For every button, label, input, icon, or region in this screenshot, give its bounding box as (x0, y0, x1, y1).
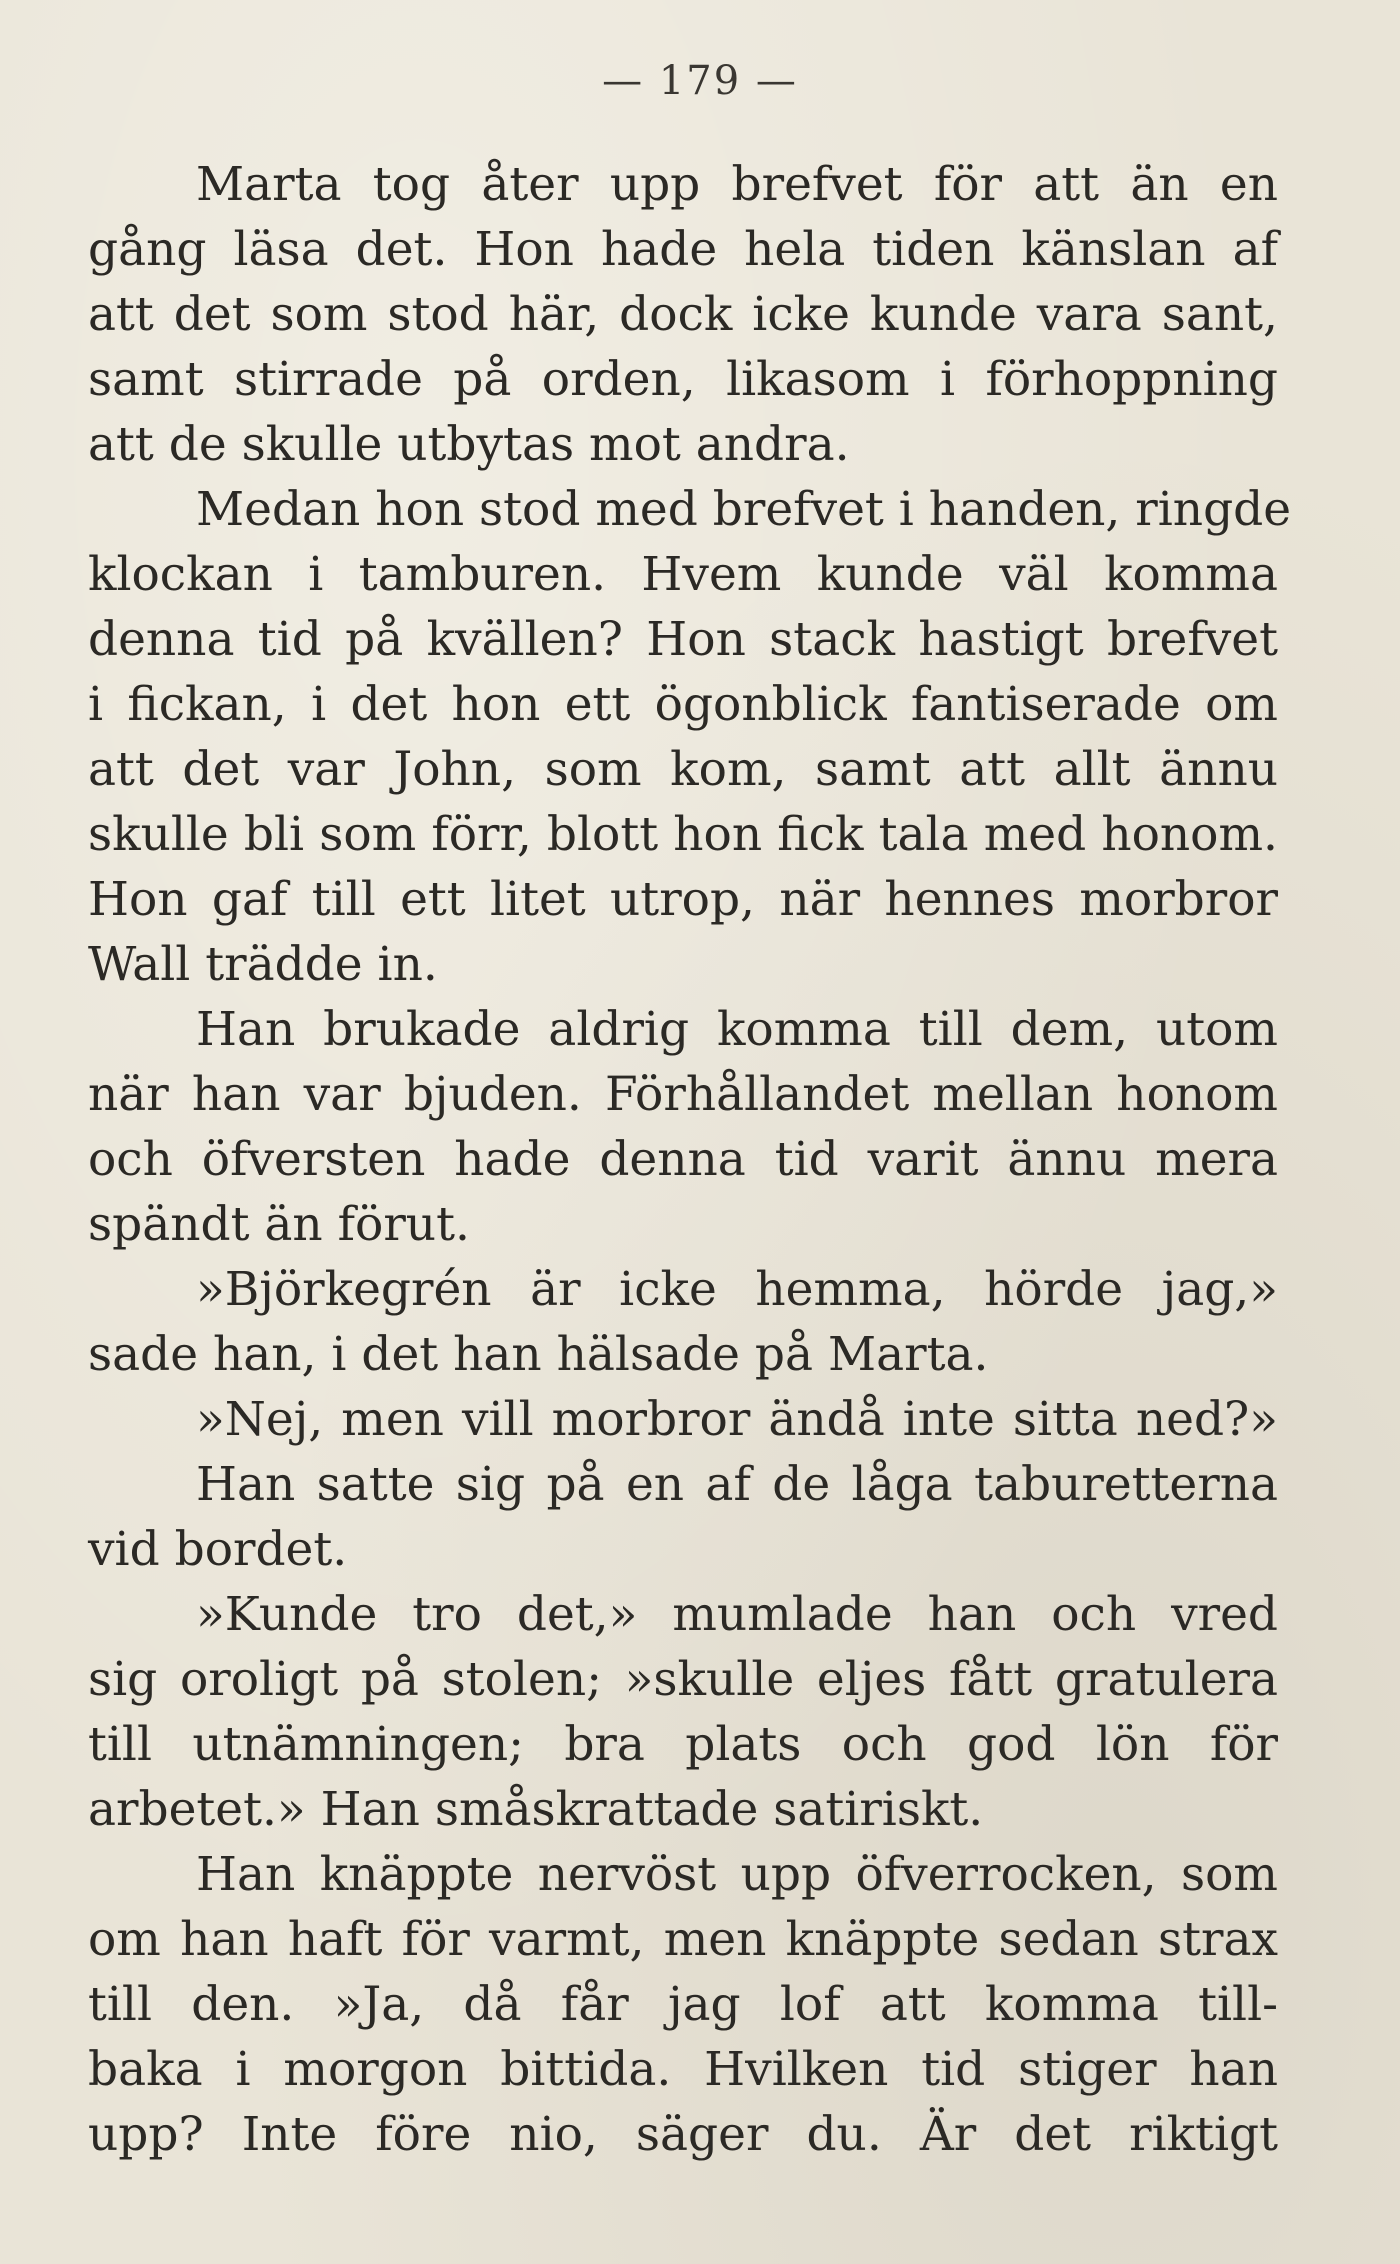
text-line: att det som stod här, dock icke kunde vara sant, (88, 287, 1278, 342)
text-line: Han brukade aldrig komma till dem, utom (196, 1002, 1278, 1057)
text-line: sade han, i det han hälsade på Marta. (88, 1327, 989, 1382)
text-line: »Björkegrén är icke hemma, hörde jag,» (196, 1262, 1278, 1317)
text-line: till utnämningen; bra plats och god lön för (88, 1717, 1278, 1772)
text-line: Wall trädde in. (88, 937, 438, 992)
text-line: klockan i tamburen. Hvem kunde väl komma (88, 547, 1278, 602)
text-line: när han var bjuden. Förhållandet mellan honom (88, 1067, 1278, 1122)
text-line: vid bordet. (88, 1522, 348, 1577)
page-number: — 179 — (602, 58, 798, 104)
text-line: »Nej, men vill morbror ändå inte sitta ned?» (196, 1392, 1278, 1447)
text-line: Han satte sig på en af de låga taburetterna (196, 1457, 1278, 1512)
text-line: i fickan, i det hon ett ögonblick fantiserade om (88, 677, 1278, 732)
body-text (88, 152, 1292, 2167)
text-line: »Kunde tro det,» mumlade han och vred (196, 1587, 1278, 1642)
text-line: skulle bli som förr, blott hon fick tala med honom. (88, 807, 1278, 862)
text-line: Han knäppte nervöst upp öfverrocken, som (196, 1847, 1278, 1902)
text-line: Marta tog åter upp brefvet för att än en (196, 157, 1278, 212)
text-line: upp? Inte före nio, säger du. Är det riktigt (88, 2107, 1278, 2162)
text-line: om han haft för varmt, men knäppte sedan strax (88, 1912, 1278, 1967)
text-line: arbetet.» Han småskrattade satiriskt. (88, 1782, 984, 1837)
text-line: samt stirrade på orden, likasom i förhoppning (88, 352, 1278, 407)
text-line: Medan hon stod med brefvet i handen, ringde (196, 482, 1292, 537)
text-line: gång läsa det. Hon hade hela tiden känslan af (88, 222, 1278, 277)
text-line: att det var John, som kom, samt att allt ännu (88, 742, 1278, 797)
text-line: till den. »Ja, då får jag lof att komma till- (88, 1977, 1278, 2032)
text-line: denna tid på kvällen? Hon stack hastigt brefvet (88, 612, 1278, 667)
text-line: sig oroligt på stolen; »skulle eljes fått gratulera (88, 1652, 1278, 1707)
text-line: spändt än förut. (88, 1197, 470, 1252)
text-line: att de skulle utbytas mot andra. (88, 417, 850, 472)
text-line: och öfversten hade denna tid varit ännu mera (88, 1132, 1278, 1187)
text-line: Hon gaf till ett litet utrop, när hennes morbror (88, 872, 1278, 927)
text-line: baka i morgon bittida. Hvilken tid stiger han (88, 2042, 1278, 2097)
